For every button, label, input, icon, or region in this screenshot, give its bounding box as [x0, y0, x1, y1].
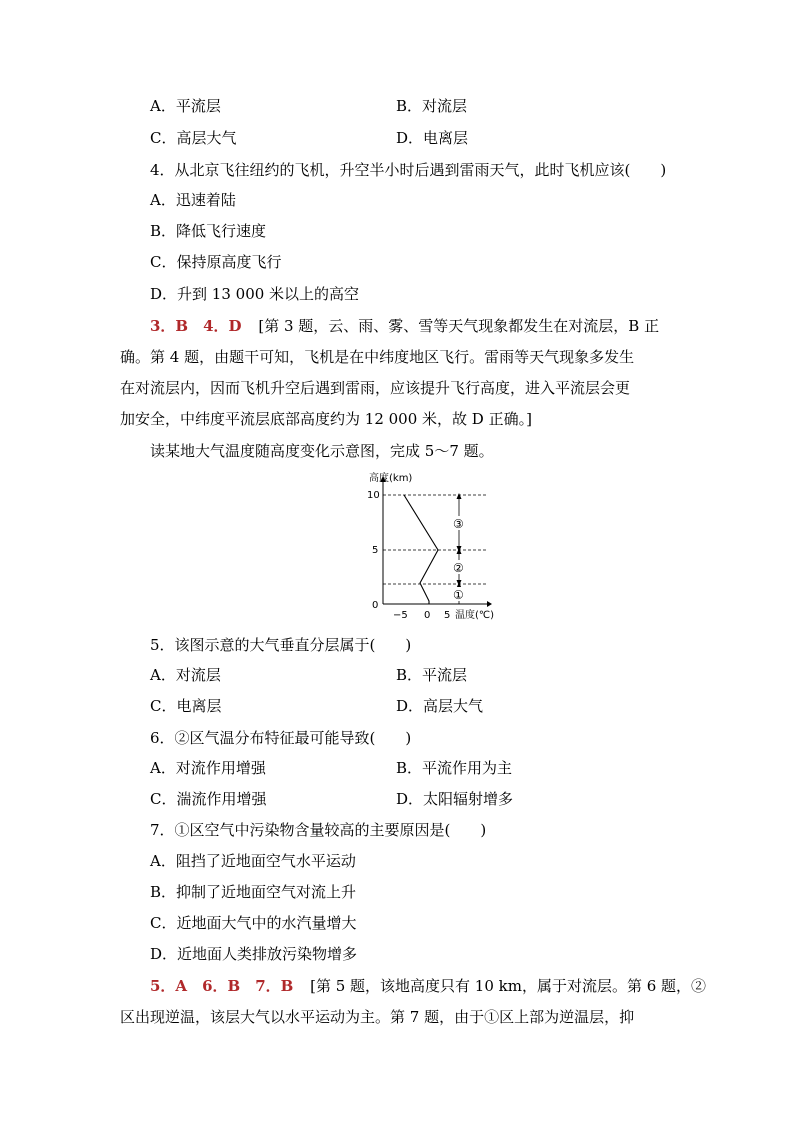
option-b: B．对流层	[396, 97, 468, 115]
q4-option-a: A．迅速着陆	[150, 191, 236, 209]
q7-option-c: C．近地面大气中的水汽量增大	[150, 914, 357, 932]
q7-option-b: B．抑制了近地面空气对流上升	[150, 883, 357, 901]
y-tick-label: 10	[367, 490, 380, 501]
q4-option-c: C．保持原高度飞行	[150, 253, 282, 271]
option-d: D．电离层	[396, 129, 469, 147]
question-4-stem: 4．从北京飞往纽约的飞机，升空半小时后遇到雷雨天气，此时飞机应该( )	[150, 161, 667, 179]
option-a: A．平流层	[150, 97, 221, 115]
explanation-line: [第 5 题，该地高度只有 10 km，属于对流层。第 6 题，②	[310, 977, 707, 995]
x-tick-label: 5	[444, 610, 451, 621]
arrow-icon	[457, 493, 462, 499]
question-5-stem: 5．该图示意的大气垂直分层属于( )	[150, 636, 412, 654]
y-tick-label: 5	[372, 545, 379, 556]
temperature-curve	[404, 495, 438, 604]
q7-option-d: D．近地面人类排放污染物增多	[150, 945, 358, 963]
x-tick-label: 0	[424, 610, 431, 621]
answer-explanation-5-7	[150, 976, 706, 996]
q6-option-d: D．太阳辐射增多	[396, 790, 514, 808]
explanation-line: [第 3 题，云、雨、雾、雪等天气现象都发生在对流层，B 正	[258, 317, 660, 335]
intro-text: 读某地大气温度随高度变化示意图，完成 5～7 题。	[150, 442, 494, 460]
x-axis-label: 温度(℃)	[455, 610, 495, 621]
q6-option-a: A．对流作用增强	[150, 759, 266, 777]
temperature-altitude-chart	[355, 468, 505, 626]
question-6-stem: 6．②区气温分布特征最可能导致( )	[150, 729, 412, 747]
zone-label-1: ①	[453, 588, 464, 602]
zone-label-3: ③	[453, 517, 464, 531]
zone-label-2: ②	[453, 561, 464, 575]
explanation-line: 加安全，中纬度平流层底部高度约为 12 000 米，故 D 正确。]	[120, 410, 532, 428]
q6-option-b: B．平流作用为主	[396, 759, 513, 777]
answer-key: 5．A 6．B 7．B	[150, 977, 294, 995]
y-tick-label: 0	[372, 600, 379, 611]
answer-explanation-3-4	[150, 316, 659, 336]
y-axis-label: 高度(km)	[369, 473, 413, 484]
answer-key: 3．B 4．D	[150, 317, 242, 335]
arrow-icon	[457, 548, 462, 554]
x-axis-arrow	[487, 601, 492, 607]
option-c: C．高层大气	[150, 129, 237, 147]
q5-option-a: A．对流层	[150, 666, 221, 684]
x-tick-label: −5	[393, 610, 408, 621]
q4-option-d: D．升到 13 000 米以上的高空	[150, 285, 360, 303]
question-7-stem: 7．①区空气中污染物含量较高的主要原因是( )	[150, 821, 487, 839]
explanation-line: 在对流层内，因而飞机升空后遇到雷雨，应该提升飞行高度，进入平流层会更	[120, 379, 631, 397]
explanation-line: 区出现逆温，该层大气以水平运动为主。第 7 题，由于①区上部为逆温层，抑	[120, 1008, 635, 1026]
explanation-line: 确。第 4 题，由题干可知，飞机是在中纬度地区飞行。雷雨等天气现象多发生	[120, 348, 635, 366]
q4-option-b: B．降低飞行速度	[150, 222, 267, 240]
q5-option-b: B．平流层	[396, 666, 468, 684]
q6-option-c: C．湍流作用增强	[150, 790, 267, 808]
q7-option-a: A．阻挡了近地面空气水平运动	[150, 852, 356, 870]
q5-option-d: D．高层大气	[396, 697, 484, 715]
q5-option-c: C．电离层	[150, 697, 222, 715]
